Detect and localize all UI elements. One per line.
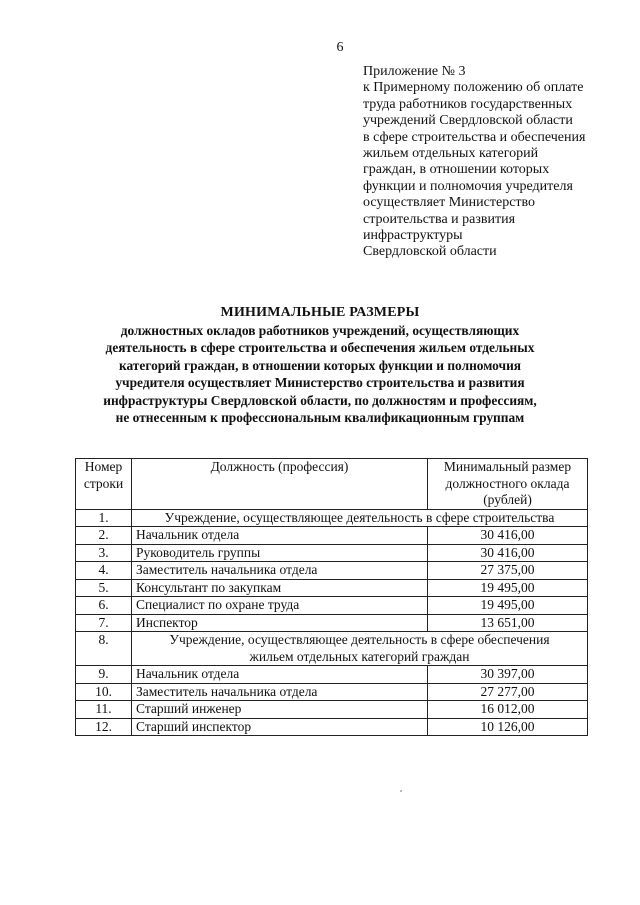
table-row [76,597,588,615]
annex-line: инфраструктуры [363,228,463,244]
row-number: 8. [76,632,132,666]
position-name: Специалист по охране труда [132,597,428,615]
title-line: категорий граждан, в отношении которых функции и полномочия [118,357,522,373]
title-line: деятельность в сфере строительства и обеспечения жильем отдельных [105,340,535,355]
position-name: Старший инженер [132,701,428,719]
header-line: (рублей) [483,492,532,507]
position-name: Консультант по закупкам [132,579,428,597]
group-row [76,509,588,527]
salary-value: 19 495,00 [428,597,588,615]
position-name: Заместитель начальника отдела [132,562,428,580]
annex-line: граждан, в отношении которых [363,162,550,178]
header-line: Минимальный размер [443,459,572,474]
group-title-line: Учреждение, осуществляющее деятельность в сфере обеспечения [169,632,550,647]
salary-value: 13 651,00 [428,614,588,632]
title-line: инфраструктуры Свердловской области, по должностям и профессиям, [103,392,537,408]
salary-value: 16 012,00 [428,701,588,719]
annex-header [363,64,623,261]
row-number: 10. [76,683,132,701]
header-line: Номер [84,459,123,474]
row-number: 1. [76,509,132,527]
row-number: 2. [76,527,132,545]
header-line: строки [83,475,124,491]
table-row [76,614,588,632]
title-line: учредителя осуществляет Министерство строительства и развития [115,375,525,390]
table-header-row [76,459,588,510]
position-name: Руководитель группы [132,544,428,562]
salary-value: 27 375,00 [428,562,588,580]
scan-speck [400,790,402,792]
row-number: 11. [76,701,132,719]
title-line: не отнесенным к профессиональным квалификационным группам [115,410,525,425]
row-number: 4. [76,562,132,580]
salary-value: 30 416,00 [428,544,588,562]
annex-line: труда работников государственных [363,96,573,112]
annex-line: к Примерному положению об оплате [363,80,584,96]
document-title [60,304,580,427]
row-number: 9. [76,666,132,684]
table-row [76,701,588,719]
salary-value: 30 416,00 [428,527,588,545]
salary-table [75,458,588,736]
salary-value: 10 126,00 [428,718,588,736]
position-name: Инспектор [132,614,428,632]
title-subtitle [60,322,580,427]
annex-line: учреждений Свердловской области [363,113,573,129]
table-body [76,509,588,736]
salary-value: 19 495,00 [428,579,588,597]
header-position: Должность (профессия) [132,459,428,510]
group-title [132,632,588,666]
group-title [132,509,588,527]
annex-line: в сфере строительства и обеспечения [363,129,586,145]
position-name: Старший инспектор [132,718,428,736]
row-number: 3. [76,544,132,562]
annex-line: Приложение № 3 [363,64,466,79]
title-main: МИНИМАЛЬНЫЕ РАЗМЕРЫ [220,305,420,320]
table-row [76,666,588,684]
annex-line: Свердловской области [363,244,497,260]
table-row [76,544,588,562]
header-row-number [76,459,132,510]
annex-line: осуществляет Министерство [363,195,536,211]
annex-line: жильем отдельных категорий [363,146,539,162]
group-title-line: жильем отдельных категорий граждан [249,648,470,664]
page-number: 6 [336,40,344,55]
table-row [76,562,588,580]
group-row [76,632,588,666]
position-name: Начальник отдела [132,527,428,545]
position-name: Заместитель начальника отдела [132,683,428,701]
header-salary [428,459,588,510]
annex-line: строительства и развития [363,211,516,227]
row-number: 6. [76,597,132,615]
row-number: 5. [76,579,132,597]
row-number: 7. [76,614,132,632]
row-number: 12. [76,718,132,736]
table-row [76,579,588,597]
group-title-line: Учреждение, осуществляющее деятельность в сфере строительства [164,509,555,525]
table-row [76,527,588,545]
table-row [76,683,588,701]
annex-line: функции и полномочия учредителя [363,178,573,194]
title-line: должностных окладов работников учреждений, осуществляющих [120,322,520,338]
position-name: Начальник отдела [132,666,428,684]
salary-value: 27 277,00 [428,683,588,701]
table-row [76,718,588,736]
header-line: должностного оклада [445,475,570,491]
salary-value: 30 397,00 [428,666,588,684]
